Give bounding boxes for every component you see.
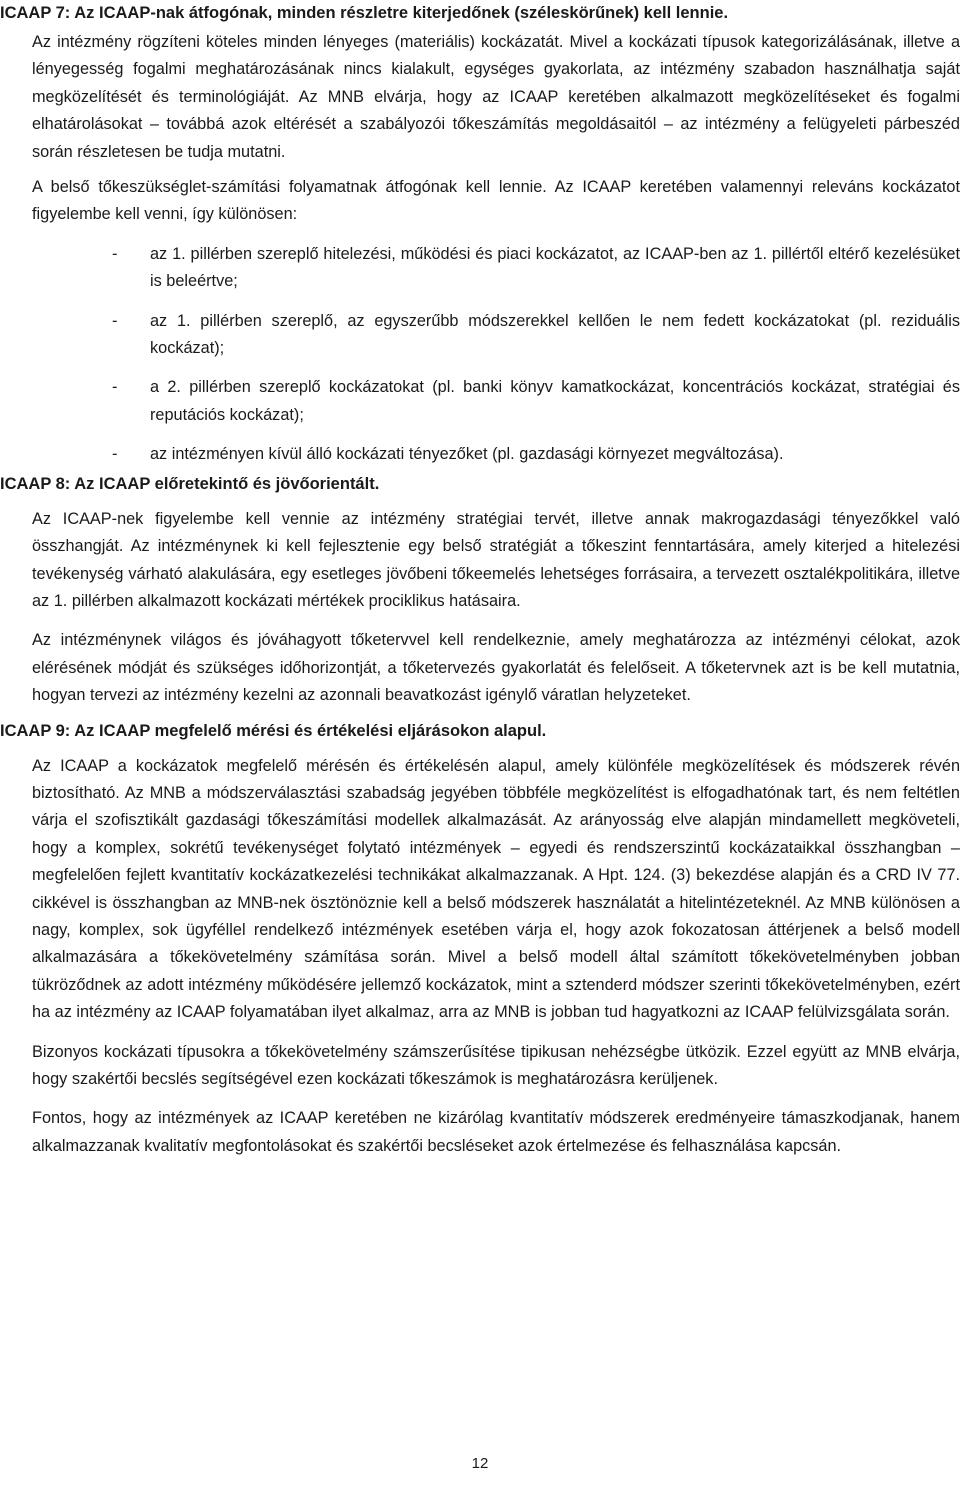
list-item-text: az intézményen kívül álló kockázati tényezőket (pl. gazdasági környezet megváltozása). [150,445,784,464]
paragraph: Bizonyos kockázati típusokra a tőkekövetelmény számszerűsítése tipikusan nehézségbe ütközik. Ezzel együtt az MNB elvárja, hogy szakértői becslés segítségével ezen kockázati tőkeszámok is meghatározásra kerüljenek. [32,1042,960,1088]
section-heading: ICAAP 9: Az ICAAP megfelelő mérési és értékelési eljárásokon alapul. [0,721,547,740]
list-item-text: az 1. pillérben szereplő, az egyszerűbb módszerekkel kellően le nem fedett kockázatokat (pl. reziduális kockázat); [150,311,960,358]
section-heading: ICAAP 8: Az ICAAP előretekintő és jövőorientált. [0,474,380,493]
list-marker: - [112,311,118,330]
list-item [0,308,960,363]
risk-list [0,241,960,469]
list-item [0,441,960,468]
list-marker: - [112,244,118,263]
section-icaap-9 [0,718,960,1161]
paragraph: Az intézmény rögzíteni köteles minden lényeges (materiális) kockázatát. Mivel a kockázati típusok kategorizálásának, illetve a lényegesség fogalmi meghatározásának nincs kialakult, egységes gyakorlata, az intézmény szabadon használhatja saját megközelítését és terminológiáját. Az MNB elvárja, hogy az ICAAP keretében alkalmazott megközelítéseket és fogalmi elhatárolásokat – továbbá azok eltérését a szabályozói tőkeszámítás megoldásaitól – az intézmény a felügyeleti párbeszéd során részletesen be tudja mutatni. [32,33,960,161]
list-item [0,374,960,429]
paragraph: Az ICAAP a kockázatok megfelelő mérésén és értékelésén alapul, amely különféle megközelítések és módszerek révén biztosítható. Az MNB a módszerválasztási szabadság jegyében többféle megközelítést is elfogadhatónak tart, és nem feltétlen várja el szofisztikált gazdasági tőkeszámítási modellek alkalmazását. Az arányosság elve alapján mindamellett megköveteli, hogy a komplex, sokrétű tevékenységet folytató intézmények – egyedi és rendszerszintű kockázataikkal összhangban – megfelelően fejlett kvantitatív kockázatkezelési technikákat alkalmazzanak. A Hpt. 124. (3) bekezdése alapján és a CRD IV 77. cikkével is összhangban az MNB-nek ösztönöznie kell a belső módszerek használatát a hitelintézeteknél. Az MNB különösen a nagy, komplex, sok ügyféllel rendelkező intézmények esetében várja el, hogy azok fokozatosan áttérjenek a belső modell alkalmazására a tőkekövetelmény számítása során. Mivel a belső modell által számított tőkekövetelményben jobban tükröződnek az adott intézmény működésére jellemző kockázatok, mint a sztenderd módszer szerinti tőkekövetelményben, ezért ha az intézmény az ICAAP folyamatában ilyet alkalmaz, arra az MNB is jobban tud hagyatkozni az ICAAP felülvizsgálata során. [32,756,960,1022]
section-heading: ICAAP 7: Az ICAAP-nak átfogónak, minden részletre kiterjedőnek (széleskörűnek) kell lennie. [0,4,729,22]
section-icaap-7 [0,0,960,469]
paragraph: Az ICAAP-nek figyelembe kell vennie az intézmény stratégiai tervét, illetve annak makrogazdasági tényezőkkel való összhangját. Az intézménynek ki kell fejlesztenie egy belső stratégiát a tőkeszint fenntartására, amely kiterjed a hitelezési tevékenység várható alakulására, egy esetleges jövőbeni tőkeemelés lehetséges forrásaira, a tervezett osztalékpolitikára, illetve az 1. pillérben alkalmazott kockázati mértékek prociklikus hatásaira. [32,509,960,610]
list-item-text: az 1. pillérben szereplő hitelezési, működési és piaci kockázatot, az ICAAP-ben az 1. pillértől eltérő kezelésüket is beleértve; [150,244,960,291]
paragraph: Az intézménynek világos és jóváhagyott tőketervvel kell rendelkeznie, amely meghatározza az intézményi célokat, azok elérésének módját és szükséges időhorizontját, a tőketervezés gyakorlatát és felelőseit. A tőketervnek azt is be kell mutatnia, hogyan tervezi az intézmény kezelni az azonnali beavatkozást igénylő váratlan helyzeteket. [32,631,960,705]
list-item-text: a 2. pillérben szereplő kockázatokat (pl. banki könyv kamatkockázat, koncentrációs kockázat, stratégiai és reputációs kockázat); [150,378,960,424]
page-number: 12 [471,1455,489,1472]
paragraph: A belső tőkeszükséglet-számítási folyamatnak átfogónak kell lennie. Az ICAAP keretében valamennyi releváns kockázatot figyelembe kell venni, így különösen: [32,178,960,224]
list-marker: - [112,445,118,464]
section-icaap-8 [0,471,960,718]
paragraph: Fontos, hogy az intézmények az ICAAP keretében ne kizárólag kvantitatív módszerek eredményeire támaszkodjanak, hanem alkalmazzanak kvalitatív megfontolásokat és szakértői becsléseket azok értelmezése és felhasználása kapcsán. [32,1109,960,1155]
list-marker: - [112,378,118,397]
list-item [0,241,960,296]
